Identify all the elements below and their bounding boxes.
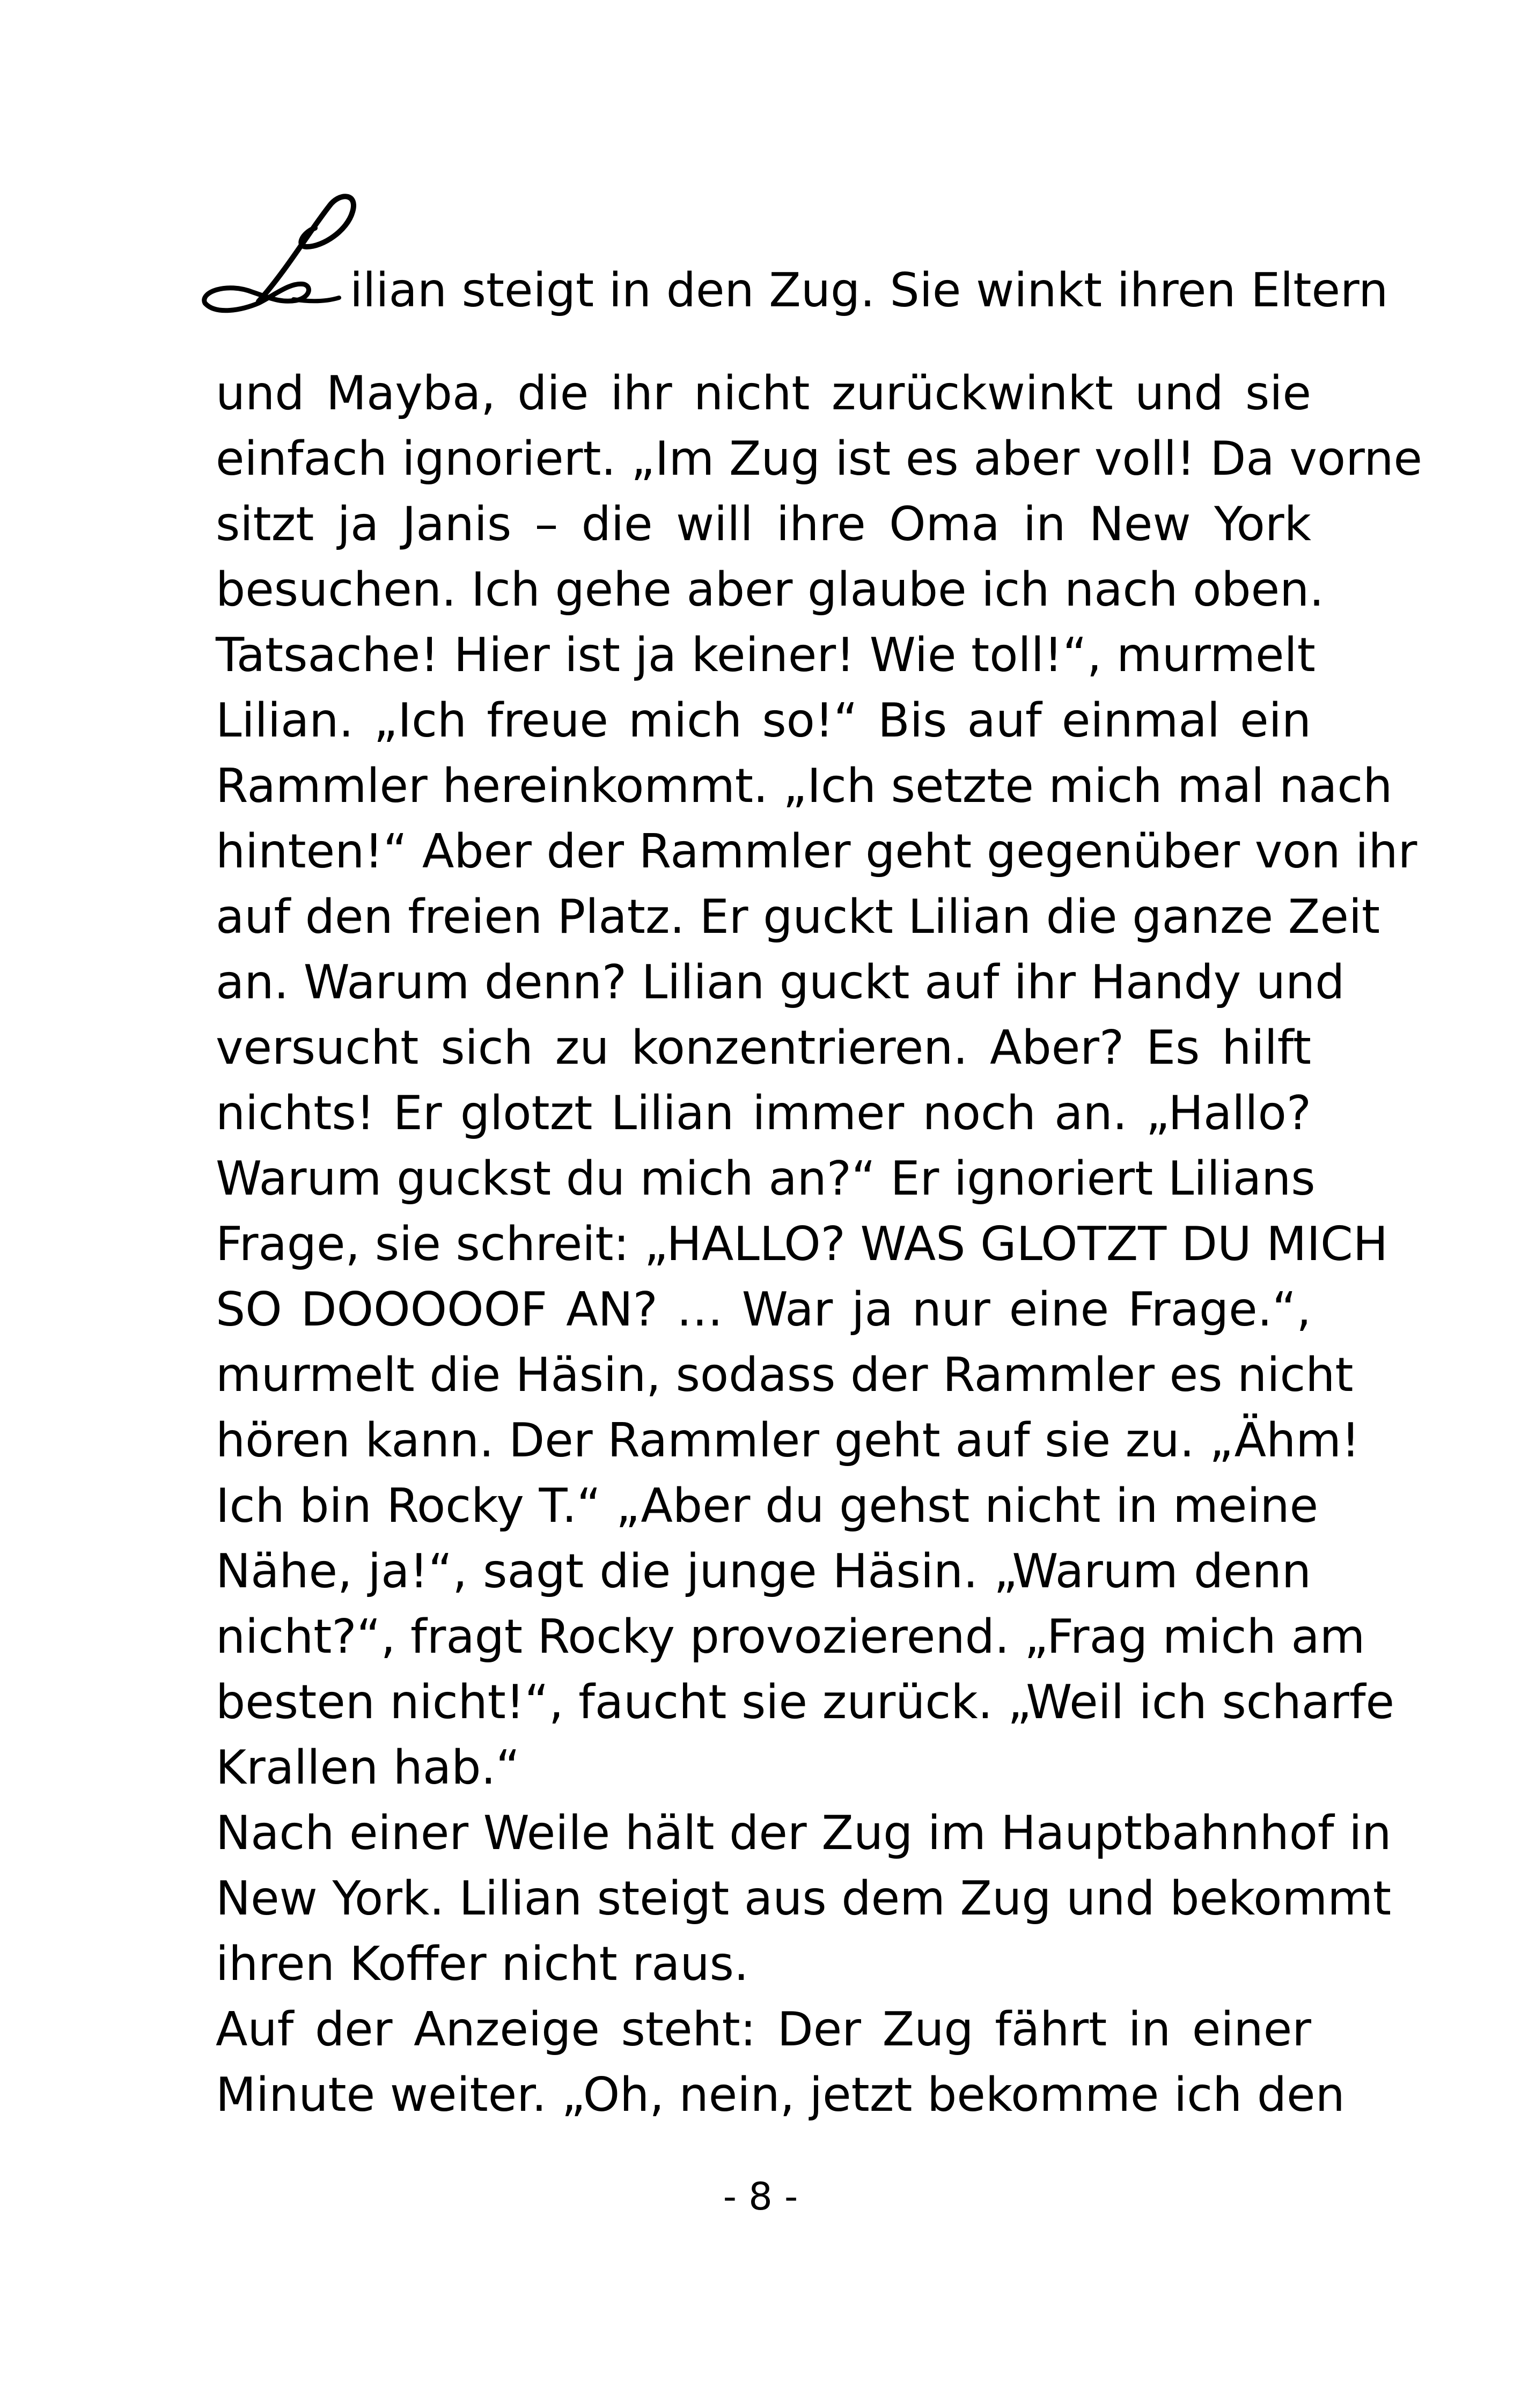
text-line: Nähe, ja!“, sagt die junge Häsin. „Warum denn — [216, 1544, 1311, 1599]
text-line: SO DOOOOOF AN? … War ja nur eine Frage.“, — [216, 1282, 1311, 1337]
text-line: Auf der Anzeige steht: Der Zug fährt in einer — [216, 2002, 1311, 2057]
text-line: Frage, sie schreit: „HALLO? WAS GLOTZT DU MICH — [216, 1217, 1388, 1271]
text-line: nicht?“, fragt Rocky provozierend. „Frag mich am — [216, 1609, 1365, 1664]
text-line: Ich bin Rocky T.“ „Aber du gehst nicht in meine — [216, 1478, 1319, 1533]
text-line: sitzt ja Janis – die will ihre Oma in New York — [216, 497, 1311, 551]
text-line: hinten!“ Aber der Rammler geht gegenüber von ihr — [216, 824, 1417, 879]
text-line: nichts! Er glotzt Lilian immer noch an. „Hallo? — [216, 1086, 1311, 1140]
body-text — [216, 257, 1423, 2127]
text-line: Warum guckst du mich an?“ Er ignoriert Lilians — [216, 1151, 1316, 1206]
text-line: einfach ignoriert. „Im Zug ist es aber voll! Da vorne — [216, 431, 1423, 486]
first-line — [216, 257, 1388, 323]
text-line: besten nicht!“, faucht sie zurück. „Weil ich scharfe — [216, 1675, 1395, 1729]
text-line: Rammler hereinkommt. „Ich setzte mich mal nach — [216, 759, 1393, 813]
text-line: Minute weiter. „Oh, nein, jetzt bekomme ich den — [216, 2067, 1345, 2122]
text-line: versucht sich zu konzentrieren. Aber? Es hilft — [216, 1020, 1311, 1075]
text-line: Nach einer Weile hält der Zug im Hauptbahnhof in — [216, 1806, 1392, 1860]
text-line: ihren Koffer nicht raus. — [216, 1936, 749, 1991]
text-line: und Mayba, die ihr nicht zurückwinkt und sie — [216, 366, 1311, 421]
text-line: besuchen. Ich gehe aber glaube ich nach oben. — [216, 562, 1324, 617]
text-line: murmelt die Häsin, sodass der Rammler es nicht — [216, 1347, 1354, 1402]
text-line: an. Warum denn? Lilian guckt auf ihr Handy und — [216, 955, 1345, 1010]
text-line: Lilian. „Ich freue mich so!“ Bis auf einmal ein — [216, 693, 1311, 748]
text-line: Tatsache! Hier ist ja keiner! Wie toll!“, murmelt — [216, 628, 1316, 682]
text-line: auf den freien Platz. Er guckt Lilian die ganze Zeit — [216, 889, 1380, 944]
text-line: ilian steigt in den Zug. Sie winkt ihren Eltern — [350, 263, 1388, 318]
page-number: - 8 - — [723, 2175, 798, 2219]
text-line: hören kann. Der Rammler geht auf sie zu. „Ähm! — [216, 1413, 1360, 1468]
drop-cap-l — [194, 188, 366, 327]
text-line: New York. Lilian steigt aus dem Zug und bekommt — [216, 1871, 1392, 1926]
text-line: Krallen hab.“ — [216, 1740, 520, 1795]
